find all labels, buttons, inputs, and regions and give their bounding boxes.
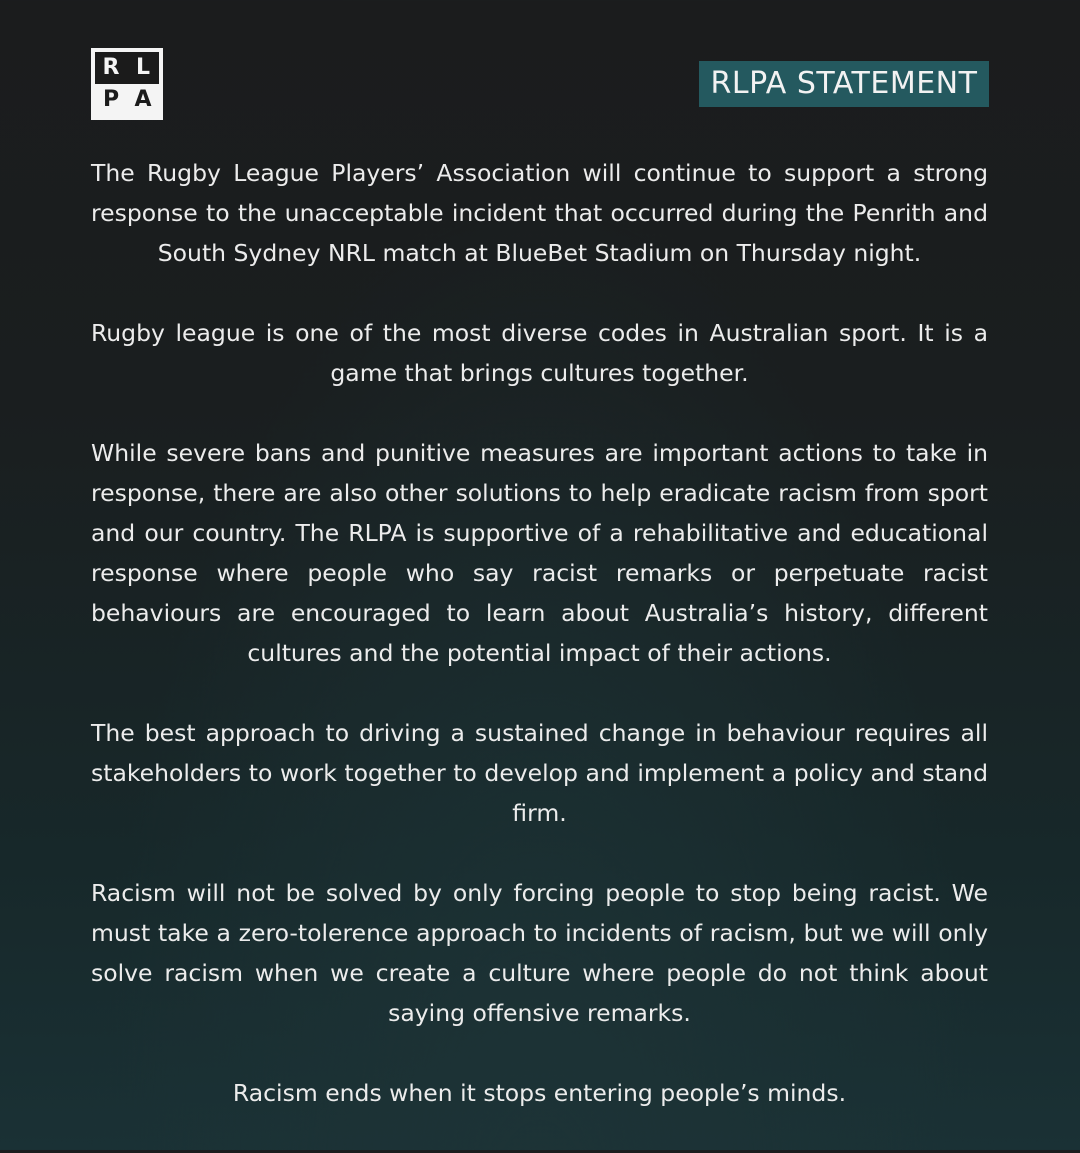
rlpa-logo <box>91 48 163 120</box>
statement-paragraph-3: While severe bans and punitive measures are important actions to take in response, there are also other solutions to help eradicate racism from sport and our country. The RLPA is supportive of a rehabilitative and educational response where people who say racist remarks or perpetuate racist behaviours are encouraged to learn about Australia’s history, different cultures and the potential impact of their actions. <box>91 439 988 667</box>
statement-paragraph-1: The Rugby League Players’ Association will continue to support a strong response to the unacceptable incident that occurred during the Penrith and South Sydney NRL match at BlueBet Stadium on Thursday night. <box>91 159 988 267</box>
statement-closing-line: Racism ends when it stops entering people’s minds. <box>232 1079 847 1107</box>
statement-paragraph-5: Racism will not be solved by only forcing people to stop being racist. We must take a zero-tolerence approach to incidents of racism, but we will only solve racism when we create a culture where people do not think about saying offensive remarks. <box>91 879 988 1027</box>
logo-letter-l: L <box>135 55 151 80</box>
statement-badge: RLPA STATEMENT <box>699 61 989 107</box>
statement-paragraph-4: The best approach to driving a sustained change in behaviour requires all stakeholders to work together to develop and implement a policy and stand firm. <box>91 719 988 827</box>
logo-letter-p: P <box>102 87 120 112</box>
logo-letter-r: R <box>102 55 120 80</box>
logo-letter-a: A <box>134 87 152 112</box>
statement-body <box>91 153 988 1153</box>
statement-paragraph-2: Rugby league is one of the most diverse codes in Australian sport. It is a game that brings cultures together. <box>91 319 988 387</box>
